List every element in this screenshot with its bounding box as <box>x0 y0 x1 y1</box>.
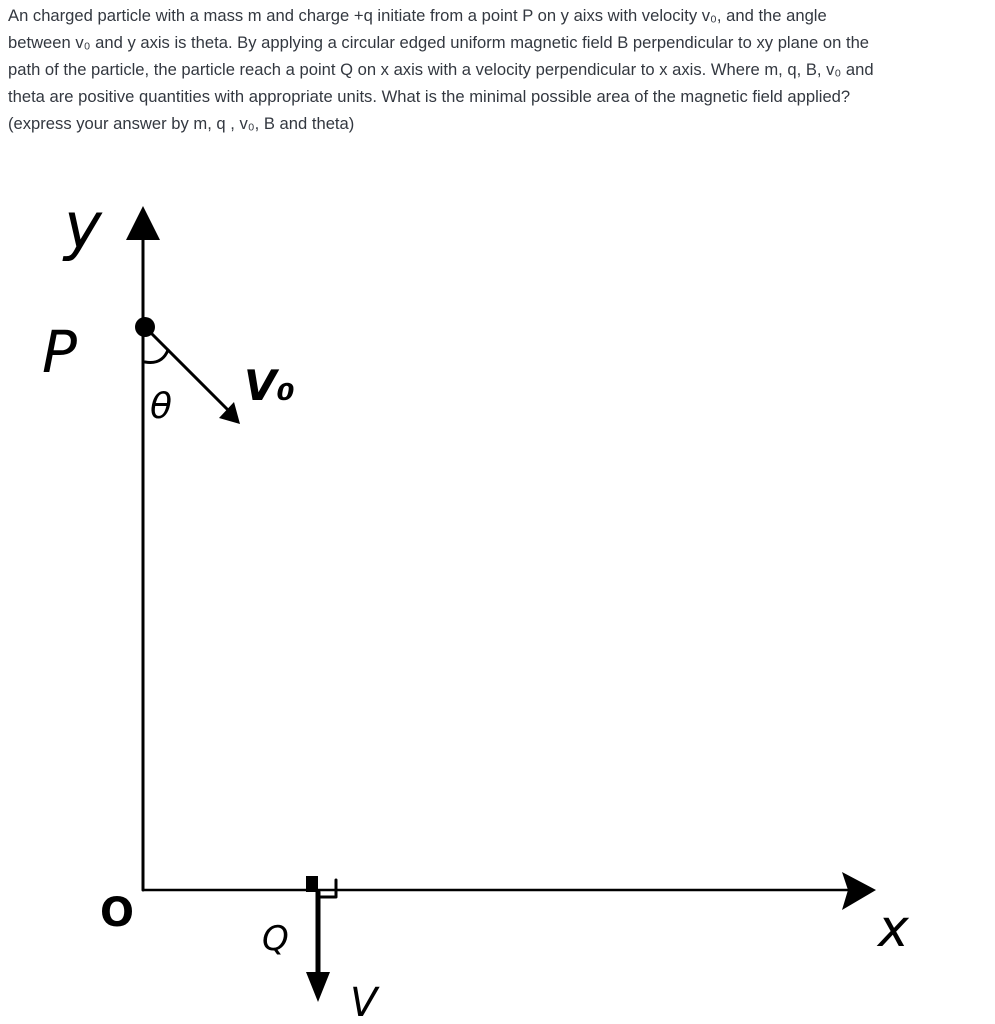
initial-velocity-label: V₀ <box>244 361 295 410</box>
angle-arc <box>145 350 168 363</box>
angle-label: θ <box>150 386 173 427</box>
question-line-1: An charged particle with a mass m and charge +q initiate from a point P on y aixs with velocity v₀, and the angle <box>8 6 827 25</box>
y-axis-label: y <box>64 190 102 264</box>
question-line-3: path of the particle, the particle reach a point Q on x axis with a velocity perpendicular to x axis. Where m, q, B, v₀ and <box>8 60 874 79</box>
final-velocity-label: V <box>350 980 378 1024</box>
point-p-label: P <box>42 318 77 386</box>
point-q-mark <box>306 876 318 892</box>
origin-label: O <box>100 890 135 936</box>
final-velocity-arrowhead <box>306 972 330 1002</box>
question-line-4: theta are positive quantities with appropriate units. What is the minimal possible area of the magnetic field applied? <box>8 87 851 106</box>
question-line-5: (express your answer by m, q , v₀, B and theta) <box>8 114 355 133</box>
point-q-label: Q <box>262 919 289 959</box>
y-axis-arrowhead <box>126 206 160 240</box>
right-angle-symbol <box>318 880 336 897</box>
question-line-2: between v₀ and y axis is theta. By applying a circular edged uniform magnetic field B perpendicular to xy plane on the <box>8 33 870 52</box>
x-axis-label: x <box>878 899 909 959</box>
